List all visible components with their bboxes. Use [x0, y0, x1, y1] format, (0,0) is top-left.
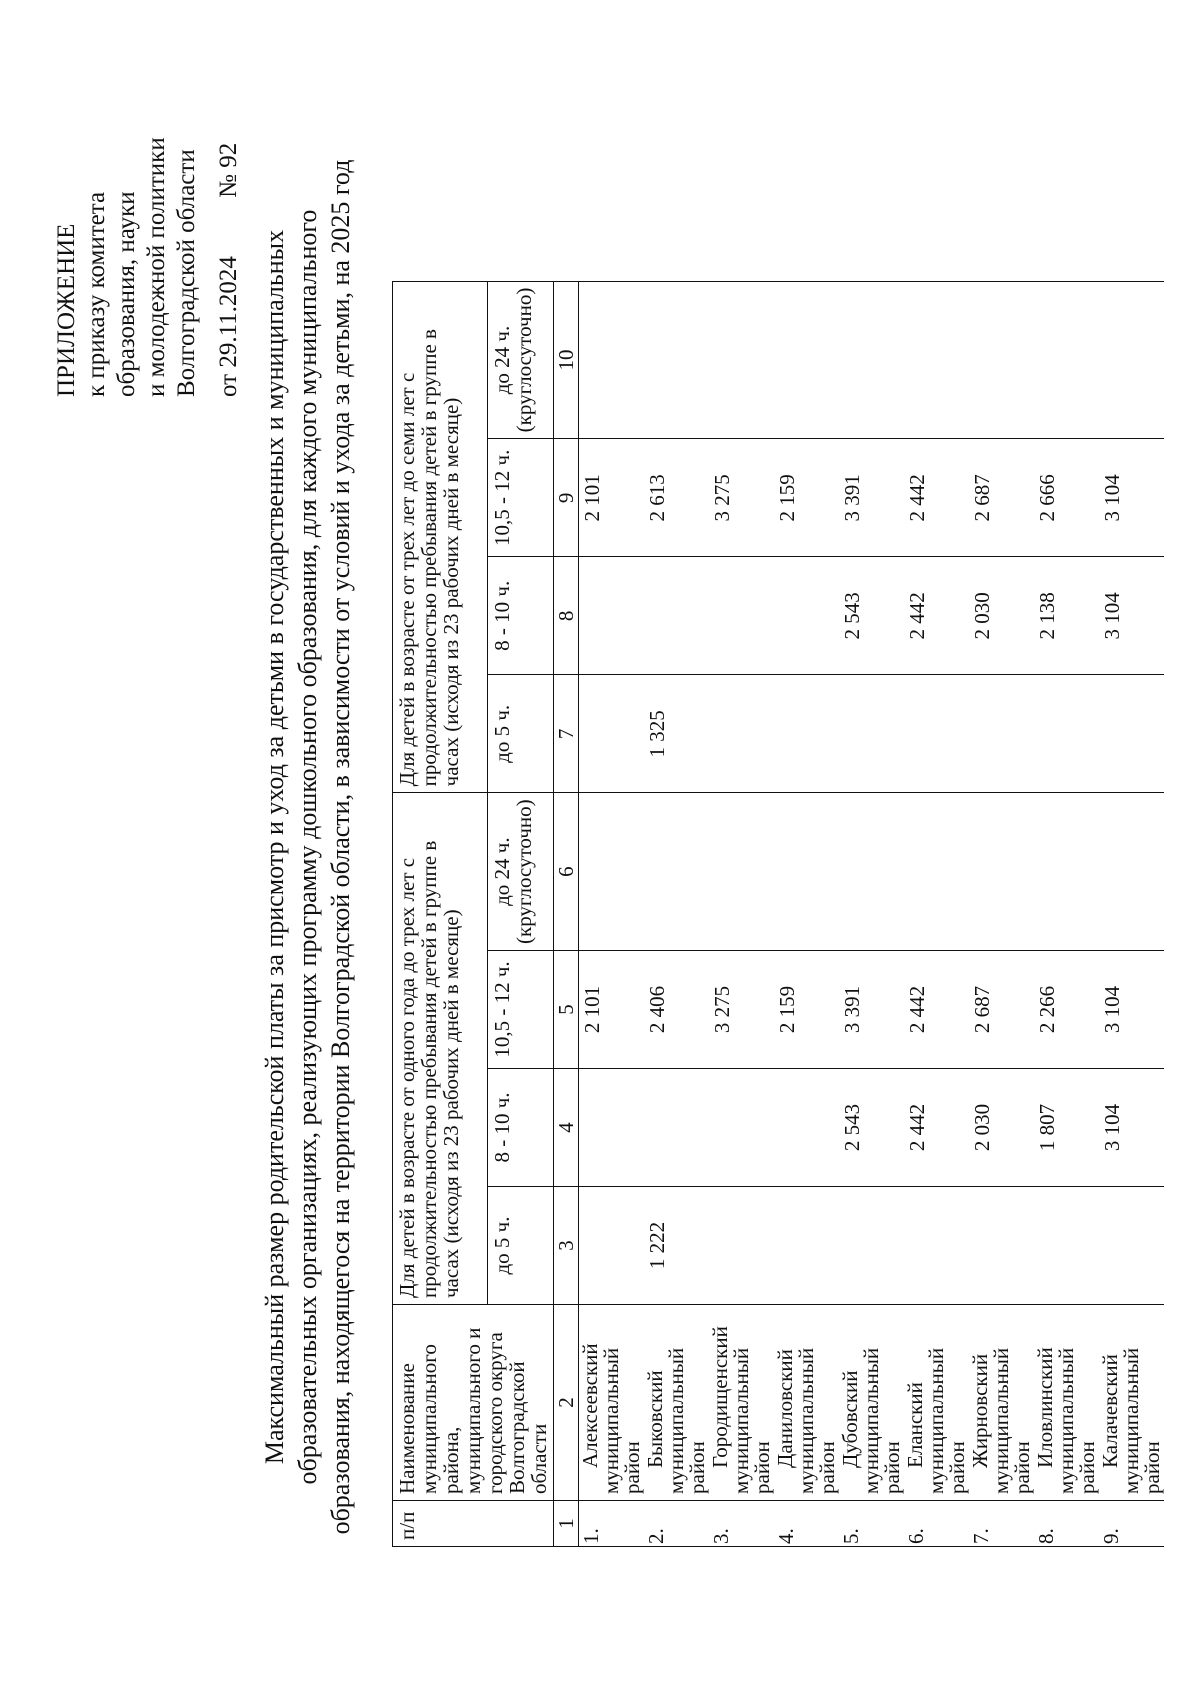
- district-name-line-1: Городищенский: [708, 1326, 732, 1468]
- table-row: [774, 281, 839, 1546]
- number-prefix: №: [215, 173, 242, 198]
- fee-table: [392, 281, 1164, 1547]
- district-name-line-2: муниципальный район: [859, 1347, 904, 1494]
- fee-cell-c10: [709, 281, 774, 439]
- column-number: 3: [554, 1187, 579, 1305]
- fee-cell-c3: [579, 1187, 645, 1305]
- fee-cell-c5: 3 104: [1099, 951, 1164, 1069]
- fee-cell-c8: [579, 557, 645, 675]
- header-group-1-3-years: Для детей в возрасте от одного года до трех лет с продолжительностью пребывания детей в группе в часах (исходя из 23 рабочих дней в месяце): [393, 793, 488, 1305]
- fee-cell-c6: [1099, 793, 1164, 951]
- row-number: 5.: [839, 1501, 904, 1547]
- appendix-line: и молодежной политики: [143, 137, 170, 397]
- fee-cell-c3: [1034, 1187, 1099, 1305]
- row-number: 6.: [904, 1501, 969, 1547]
- district-name-line-1: Жирновский: [968, 1353, 992, 1468]
- fee-cell-c9: 2 101: [579, 439, 645, 557]
- fee-cell-c9: 3 275: [709, 439, 774, 557]
- district-name-line-2: муниципальный район: [1054, 1347, 1099, 1494]
- order-date: 29.11.2024: [215, 256, 242, 368]
- fee-cell-c8: [644, 557, 709, 675]
- fee-cell-c9: 2 613: [644, 439, 709, 557]
- table-row: [579, 281, 645, 1546]
- fee-cell-c8: 2 543: [839, 557, 904, 675]
- district-name-line-2: муниципальный район: [989, 1347, 1034, 1494]
- fee-cell-c10: [644, 281, 709, 439]
- appendix-line: Волгоградской области: [173, 149, 200, 397]
- fee-cell-c6: [904, 793, 969, 951]
- fee-cell-c5: 3 391: [839, 951, 904, 1069]
- fee-cell-c5: 2 159: [774, 951, 839, 1069]
- fee-cell-c10: [1034, 281, 1099, 439]
- column-number: 2: [554, 1305, 579, 1501]
- fee-cell-c7: [839, 675, 904, 793]
- fee-cell-c3: [969, 1187, 1034, 1305]
- fee-cell-c7: [709, 675, 774, 793]
- district-name: [579, 1305, 645, 1501]
- district-name: [644, 1305, 709, 1501]
- column-number: 4: [554, 1069, 579, 1187]
- fee-cell-c7: 1 325: [644, 675, 709, 793]
- row-number: 4.: [774, 1501, 839, 1547]
- column-number: 9: [554, 439, 579, 557]
- appendix-block: [52, 17, 244, 397]
- fee-cell-c3: [839, 1187, 904, 1305]
- date-prefix: от: [215, 373, 242, 397]
- fee-cell-c4: [709, 1069, 774, 1187]
- table-row: [1034, 281, 1099, 1546]
- district-name: [709, 1305, 774, 1501]
- fee-cell-c3: [1099, 1187, 1164, 1305]
- order-number: 92: [215, 142, 242, 168]
- fee-cell-c6: [709, 793, 774, 951]
- district-name-line-2: муниципальный район: [794, 1347, 839, 1494]
- fee-cell-c4: 2 030: [969, 1069, 1034, 1187]
- fee-cell-c5: 2 442: [904, 951, 969, 1069]
- district-name: [774, 1305, 839, 1501]
- fee-cell-c9: 2 159: [774, 439, 839, 557]
- fee-cell-c4: 1 807: [1034, 1069, 1099, 1187]
- fee-cell-c9: 2 442: [904, 439, 969, 557]
- district-name-line-1: Дубовский: [838, 1370, 862, 1468]
- table-row: [969, 281, 1034, 1546]
- district-name: [904, 1305, 969, 1501]
- district-name-line-1: Иловлинский: [1033, 1347, 1057, 1468]
- fee-cell-c7: [1034, 675, 1099, 793]
- column-number: 1: [554, 1501, 579, 1547]
- header-name: Наименование муниципального района, муниципального и городского округа Волгоградской области: [393, 1305, 554, 1501]
- column-number: 10: [554, 281, 579, 439]
- column-number: 6: [554, 793, 579, 951]
- fee-cell-c4: 2 543: [839, 1069, 904, 1187]
- table-row: [709, 281, 774, 1546]
- fee-cell-c8: 3 104: [1099, 557, 1164, 675]
- fee-cell-c3: [709, 1187, 774, 1305]
- row-number: 8.: [1034, 1501, 1099, 1547]
- column-number: 8: [554, 557, 579, 675]
- fee-cell-c8: [709, 557, 774, 675]
- fee-cell-c8: [774, 557, 839, 675]
- header-sub: 8 - 10 ч.: [487, 557, 553, 675]
- header-sub: 8 - 10 ч.: [487, 1069, 553, 1187]
- fee-cell-c7: [904, 675, 969, 793]
- fee-cell-c5: 3 275: [709, 951, 774, 1069]
- table-row: [839, 281, 904, 1546]
- fee-cell-c8: 2 138: [1034, 557, 1099, 675]
- fee-cell-c5: 2 101: [579, 951, 645, 1069]
- fee-cell-c4: [644, 1069, 709, 1187]
- document-title: Максимальный размер родительской платы за присмотр и уход за детьми в государственных и муниципальных образовательных организациях, реализующих программу дошкольного образования, для каждого муниципального образования, находящегося на территории Волгоградской области, в зависимости от условий и ухода за детьми, на 2025 год: [260, 159, 355, 1535]
- appendix-line: образования, науки: [113, 191, 140, 397]
- header-sub: 10,5 - 12 ч.: [487, 951, 553, 1069]
- fee-cell-c3: [904, 1187, 969, 1305]
- fee-cell-c7: [1099, 675, 1164, 793]
- district-name-line-1: Даниловский: [773, 1349, 797, 1468]
- district-name-line-1: Калачевский: [1098, 1354, 1122, 1468]
- fee-cell-c6: [839, 793, 904, 951]
- district-name-line-1: Быковский: [643, 1370, 667, 1468]
- fee-cell-c7: [969, 675, 1034, 793]
- district-name-line-2: муниципальный район: [664, 1347, 709, 1494]
- column-number: 5: [554, 951, 579, 1069]
- district-name-line-2: муниципальный район: [924, 1347, 969, 1494]
- fee-cell-c5: 2 266: [1034, 951, 1099, 1069]
- header-group-3-7-years: Для детей в возрасте от трех лет до семи лет с продолжительностью пребывания детей в группе в часах (исходя из 23 рабочих дней в месяце): [393, 281, 488, 793]
- table-row: [1099, 281, 1164, 1546]
- appendix-line: к приказу комитета: [83, 191, 110, 397]
- header-num: п/п: [393, 1501, 554, 1547]
- district-name: [839, 1305, 904, 1501]
- order-reference: [214, 17, 244, 397]
- fee-cell-c10: [839, 281, 904, 439]
- table-row: [904, 281, 969, 1546]
- table-body: [579, 281, 1165, 1546]
- fee-cell-c10: [579, 281, 645, 439]
- district-name-line-2: муниципальный район: [599, 1347, 644, 1494]
- fee-cell-c8: 2 442: [904, 557, 969, 675]
- district-name-line-1: Еланский: [903, 1382, 927, 1468]
- district-name-line-2: муниципальный район: [729, 1347, 774, 1494]
- fee-cell-c7: [579, 675, 645, 793]
- header-sub: 10,5 - 12 ч.: [487, 439, 553, 557]
- fee-cell-c4: 2 442: [904, 1069, 969, 1187]
- district-name-line-2: муниципальный район: [1119, 1347, 1164, 1494]
- fee-cell-c5: 2 406: [644, 951, 709, 1069]
- fee-cell-c3: 1 222: [644, 1187, 709, 1305]
- column-number: 7: [554, 675, 579, 793]
- fee-cell-c3: [774, 1187, 839, 1305]
- fee-cell-c4: [579, 1069, 645, 1187]
- district-name: [969, 1305, 1034, 1501]
- fee-cell-c9: 3 104: [1099, 439, 1164, 557]
- district-name: [1034, 1305, 1099, 1501]
- fee-cell-c10: [1099, 281, 1164, 439]
- fee-cell-c10: [774, 281, 839, 439]
- appendix-heading: ПРИЛОЖЕНИЕ: [53, 223, 80, 397]
- district-name-line-1: Алексеевский: [578, 1343, 602, 1468]
- row-number: 1.: [579, 1501, 645, 1547]
- district-name: [1099, 1305, 1164, 1501]
- fee-cell-c9: 2 687: [969, 439, 1034, 557]
- fee-cell-c6: [1034, 793, 1099, 951]
- fee-cell-c9: 3 391: [839, 439, 904, 557]
- header-sub: до 24 ч. (круглосуточно): [487, 281, 553, 439]
- row-number: 3.: [709, 1501, 774, 1547]
- row-number: 7.: [969, 1501, 1034, 1547]
- fee-cell-c4: 3 104: [1099, 1069, 1164, 1187]
- header-sub: до 5 ч.: [487, 1187, 553, 1305]
- fee-cell-c10: [969, 281, 1034, 439]
- fee-cell-c9: 2 666: [1034, 439, 1099, 557]
- fee-cell-c5: 2 687: [969, 951, 1034, 1069]
- header-sub: до 5 ч.: [487, 675, 553, 793]
- fee-cell-c4: [774, 1069, 839, 1187]
- row-number: 2.: [644, 1501, 709, 1547]
- fee-cell-c6: [644, 793, 709, 951]
- fee-cell-c10: [904, 281, 969, 439]
- fee-cell-c8: 2 030: [969, 557, 1034, 675]
- fee-cell-c7: [774, 675, 839, 793]
- header-sub: до 24 ч. (круглосуточно): [487, 793, 553, 951]
- fee-cell-c6: [969, 793, 1034, 951]
- fee-cell-c6: [579, 793, 645, 951]
- table-row: [644, 281, 709, 1546]
- fee-cell-c6: [774, 793, 839, 951]
- row-number: 9.: [1099, 1501, 1164, 1547]
